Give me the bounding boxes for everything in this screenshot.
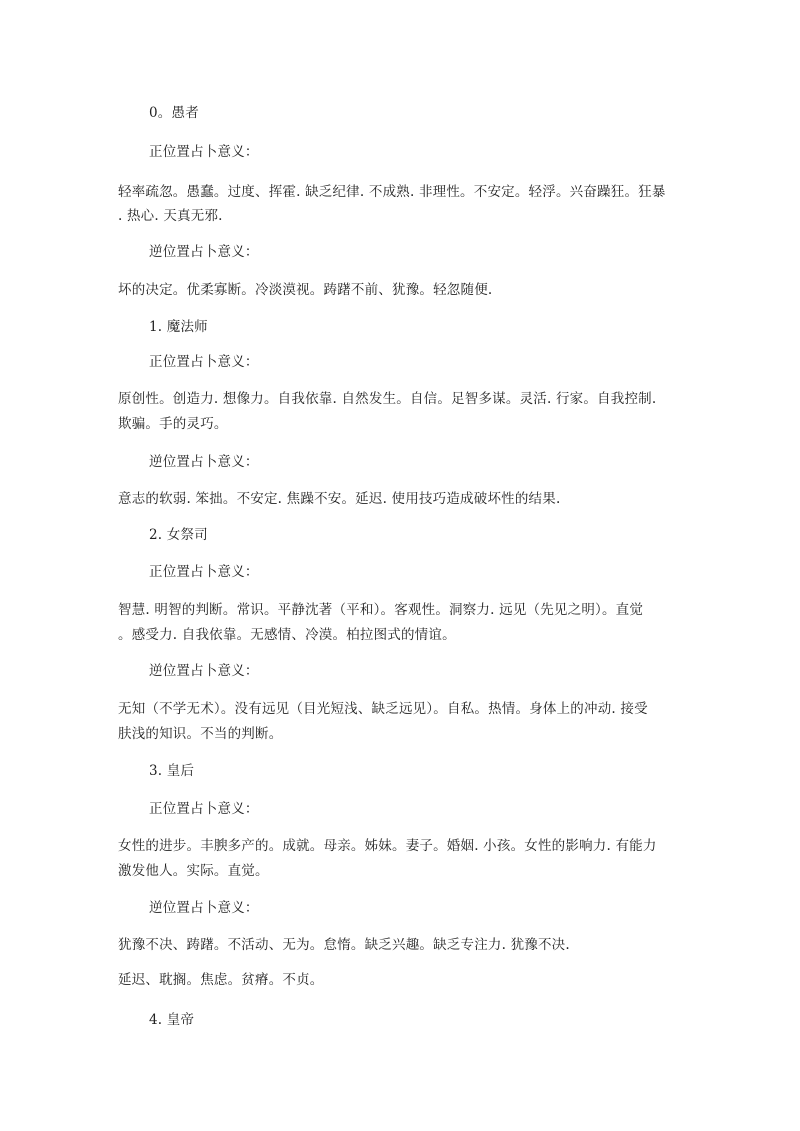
upright-text-line: 原创性。创造力. 想像力。自我依靠. 自然发生。自信。足智多谋。灵活. 行家。自我控制. — [118, 391, 657, 407]
reversed-text-line: 延迟、耽搁。焦虑。贫瘠。不贞。 — [118, 972, 324, 988]
upright-label: 正位置占卜意义： — [149, 801, 259, 817]
reversed-text-line: 意志的软弱. 笨拙。不安定. 焦躁不安。延迟. 使用技巧造成破坏性的结果. — [118, 491, 561, 507]
section-title: 2. 女祭司 — [149, 527, 208, 543]
reversed-text-line: 肤浅的知识。不当的判断。 — [118, 726, 283, 742]
section-title: 4. 皇帝 — [149, 1012, 195, 1028]
upright-label: 正位置占卜意义： — [149, 144, 259, 160]
upright-text-line: 激发他人。实际。直觉。 — [118, 863, 269, 879]
upright-text-line: 智慧. 明智的判断。常识。平静沈著（平和）。客观性。洞察力. 远见（先见之明）。直觉 — [118, 602, 644, 618]
upright-text-line: . 热心. 天真无邪. — [118, 208, 223, 224]
reversed-text-line: 犹豫不决、踌躇。不活动、无为。怠惰。缺乏兴趣。缺乏专注力. 犹豫不决. — [118, 937, 570, 953]
section-title: 0。愚者 — [149, 105, 199, 121]
upright-text-line: 欺骗。手的灵巧。 — [118, 416, 228, 432]
upright-text-line: 女性的进步。丰腴多产的。成就。母亲。姊妹。妻子。婚姻. 小孩。女性的影响力. 有能力 — [118, 838, 657, 854]
upright-label: 正位置占卜意义： — [149, 354, 259, 370]
reversed-label: 逆位置占卜意义： — [149, 663, 259, 679]
reversed-text-line: 坏的决定。优柔寡断。冷淡漠视。踌躇不前、犹豫。轻忽随便. — [118, 282, 493, 298]
reversed-label: 逆位置占卜意义： — [149, 454, 259, 470]
reversed-label: 逆位置占卜意义： — [149, 900, 259, 916]
reversed-label: 逆位置占卜意义： — [149, 244, 259, 260]
upright-text-line: 。感受力. 自我依靠。无感情、冷漠。柏拉图式的情谊。 — [118, 627, 456, 643]
upright-label: 正位置占卜意义： — [149, 564, 259, 580]
reversed-text-line: 无知（不学无术）。没有远见（目光短浅、缺乏远见）。自私。热情。身体上的冲动. 接受 — [118, 701, 648, 717]
upright-text-line: 轻率疏忽。愚蠢。过度、挥霍. 缺乏纪律. 不成熟. 非理性。不安定。轻浮。兴奋躁狂。狂暴 — [118, 184, 666, 200]
section-title: 3. 皇后 — [149, 763, 195, 779]
section-title: 1. 魔法师 — [149, 319, 208, 335]
